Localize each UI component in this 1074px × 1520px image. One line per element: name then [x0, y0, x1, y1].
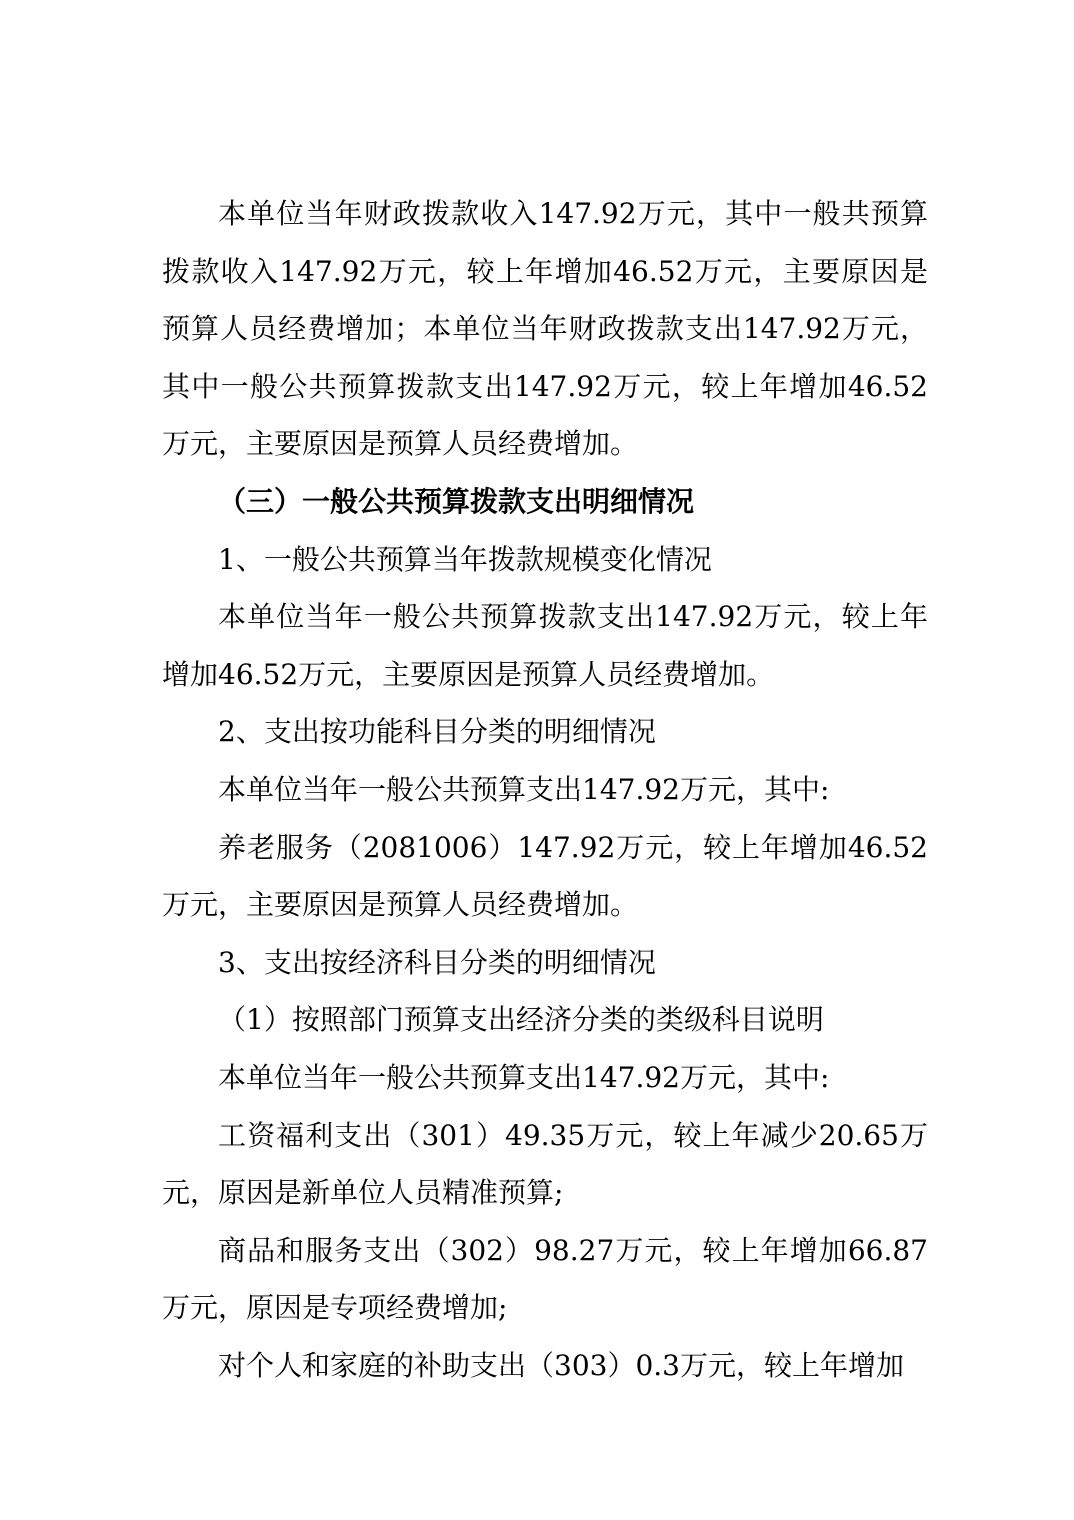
paragraph-item-303: 对个人和家庭的补助支出（303）0.3万元，较上年增加 — [218, 1348, 904, 1382]
subheading-3: 3、支出按经济科目分类的明细情况 — [218, 945, 656, 979]
document-body — [162, 185, 928, 1394]
subheading-3-1: （1）按照部门预算支出经济分类的类级科目说明 — [218, 1003, 824, 1037]
paragraph-sub-3-intro: 本单位当年一般公共预算支出147.92万元，其中: — [218, 1060, 830, 1094]
paragraph-item-301: 工资福利支出（301）49.35万元，较上年减少20.65万元，原因是新单位人员精准预算; — [162, 1118, 928, 1210]
section-heading: （三）一般公共预算拨款支出明细情况 — [218, 484, 695, 518]
paragraph-sub-1: 本单位当年一般公共预算拨款支出147.92万元，较上年增加46.52万元，主要原因是预算人员经费增加。 — [162, 600, 928, 691]
subheading-2: 2、支出按功能科目分类的明细情况 — [218, 715, 656, 749]
paragraph-sub-2-item: 养老服务（2081006）147.92万元，较上年增加46.52万元，主要原因是预算人员经费增加。 — [162, 830, 928, 922]
subheading-1: 1、一般公共预算当年拨款规模变化情况 — [218, 542, 712, 576]
paragraph-item-302: 商品和服务支出（302）98.27万元，较上年增加66.87万元，原因是专项经费增加; — [162, 1233, 928, 1325]
paragraph-fiscal-summary: 本单位当年财政拨款收入147.92万元，其中一般共预算拨款收入147.92万元，较上年增加46.52万元，主要原因是预算人员经费增加；本单位当年财政拨款支出147.92万元，其中一般公共预算拨款支出147.92万元，较上年增加46.52万元，主要原因是预算人员经费增加。 — [162, 197, 928, 461]
paragraph-sub-2-intro: 本单位当年一般公共预算支出147.92万元，其中: — [218, 772, 830, 806]
